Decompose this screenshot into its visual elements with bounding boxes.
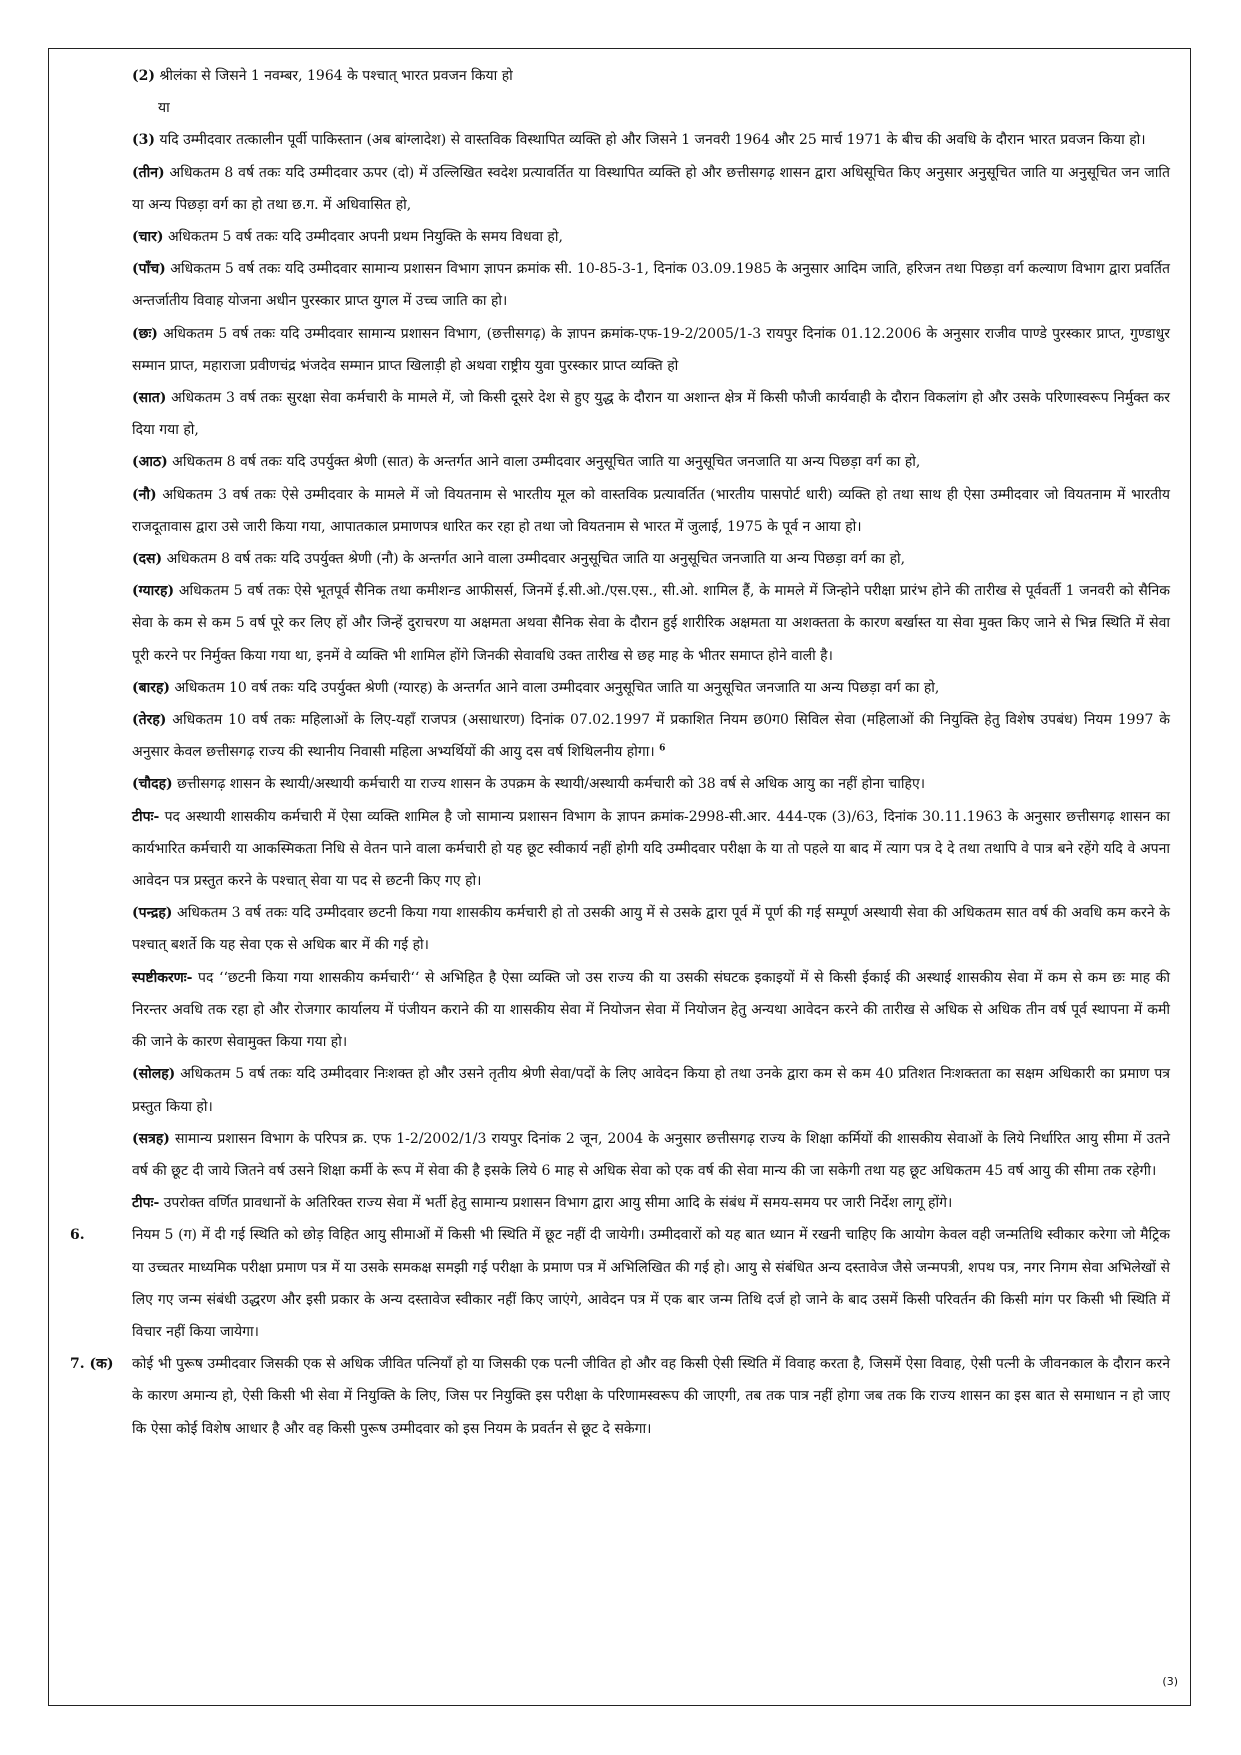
para-20: टीपः- उपरोक्त वर्णित प्रावधानों के अतिरिक्त राज्य सेवा में भर्ती हेतु सामान्य प्रशासन विभाग द्वारा आयु सीमा आदि के संबंध में समय-समय पर जारी निर्देश लागू होंगे। [132, 1195, 953, 1212]
para-15: टीपः- पद अस्थायी शासकीय कर्मचारी में ऐसा व्यक्ति शामिल है जो सामान्य प्रशासन विभाग के ज्ञापन क्रमांक-2998-सी.आर. 444-एक (3)/63, दिनांक 30.11.1963 के अनुसार छत्तीसगढ़ शासन का कार्यभारित कर्मचारी या आकस्मिकता निधि से वेतन पाने वाला कर्मचारी हो यह छूट स्वीकार्य नहीं होगी यदि उम्मीदवार परीक्षा के या तो पहले या बाद में त्याग पत्र दे दे तथा तथापि वे पात्र बने रहेंगे यदि वे अपना आवेदन पत्र प्रस्तुत करने के पश्चात् सेवा या पद से छटनी किए गए हो। [132, 808, 1170, 890]
para-17: स्पष्टीकरणः- पद ‘‘छटनी किया गया शासकीय कर्मचारी‘‘ से अभिहित है ऐसा व्यक्ति जो उस राज्य की या उसकी संघटक इकाइयों में से किसी ईकाई की अस्थाई शासकीय सेवा में कम से कम छः माह की निरन्तर अवधि तक रहा हो और रोजगार कार्यालय में पंजीयन कराने की या शासकीय सेवा में नियोजन सेवा में नियोजन हेतु अन्यथा आवेदन करने की तारीख से अधिक से अधिक तीन वर्ष पूर्व स्थापना में कमी की जाने के कारण सेवामुक्त किया गया हो। [132, 969, 1170, 1051]
page-number: (3) [1162, 1675, 1178, 1688]
para-22: 7. (क) कोई भी पुरूष उम्मीदवार जिसकी एक से अधिक जीवित पत्नियाँ हो या जिसकी एक पत्नी जीवित हो और वह किसी ऐसी स्थिति में विवाह करता है, जिसमें ऐसा विवाह, ऐसी पत्नी के जीवनकाल के दौरान करने के कारण अमान्य हो, ऐसी किसी भी सेवा में नियुक्ति के लिए, जिस पर नियुक्ति इस परीक्षा के परिणामस्वरूप की जाएगी, तब तक पात्र नहीं होगा जब तक कि राज्य शासन का इस बात से समाधान न हो जाए कि ऐसा कोई विशेष आधार है और वह किसी पुरूष उम्मीदवार को इस नियम के प्रवर्तन से छूट दे सकेगा। [70, 1348, 1170, 1445]
para-0: (2) श्रीलंका से जिसने 1 नवम्बर, 1964 के पश्चात् भारत प्रवजन किया हो [132, 68, 513, 84]
para-21: 6. नियम 5 (ग) में दी गई स्थिति को छोड़ विहित आयु सीमाओं में किसी भी स्थिति में छूट नहीं दी जायेगी। उम्मीदवारों को यह बात ध्यान में रखनी चाहिए कि आयोग केवल वही जन्मतिथि स्वीकार करेगा जो मैट्रिक या उच्चतर माध्यमिक परीक्षा प्रमाण पत्र में या उसके समकक्ष समझी गई परीक्षा के प्रमाण पत्र में अभिलिखित की गई हो। आयु से संबंधित अन्य दस्तावेज जैसे जन्मपत्री, शपथ पत्र, नगर निगम सेवा अभिलेखों से लिए गए जन्म संबंधी उद्धरण और इसी प्रकार के अन्य दस्तावेज स्वीकार नहीं किए जाएंगे, आवेदन पत्र में एक बार जन्म तिथि दर्ज हो जाने के बाद उसमें किसी परिवर्तन की किसी मांग पर किसी भी स्थिति में विचार नहीं किया जायेगा। [70, 1219, 1170, 1348]
para-12: (बारह) अधिकतम 10 वर्ष तकः यदि उपर्युक्त श्रेणी (ग्यारह) के अन्तर्गत आने वाला उम्मीदवार अनुसूचित जाति या अनुसूचित जनजाति या अन्य पिछड़ा वर्ग का हो, [132, 679, 940, 696]
para-19: (सत्रह) सामान्य प्रशासन विभाग के परिपत्र क्र. एफ 1-2/2002/1/3 रायपुर दिनांक 2 जून, 2004 के अनुसार छत्तीसगढ़ राज्य के शिक्षा कर्मियों की शासकीय सेवाओं के लिये निर्धारित आयु सीमा में उतने वर्ष की छूट दी जाये जितने वर्ष उसने शिक्षा कर्मी के रूप में सेवा की है इसके लिये 6 माह से अधिक सेवा को एक वर्ष की सेवा मान्य की जा सकेगी तथा यह छूट अधिकतम 45 वर्ष आयु की सीमा तक रहेगी। [132, 1130, 1170, 1179]
section-number: 7. (क) [70, 1356, 114, 1373]
para-18: (सोलह) अधिकतम 5 वर्ष तकः यदि उम्मीदवार निःशक्त हो और उसने तृतीय श्रेणी सेवा/पदों के लिए आवेदन किया हो तथा उनके द्वारा कम से कम 40 प्रतिशत निःशक्तता का सक्षम अधिकारी का प्रमाण पत्र प्रस्तुत किया हो। [132, 1066, 1170, 1115]
para-8: (आठ) अधिकतम 8 वर्ष तकः यदि उपर्युक्त श्रेणी (सात) के अन्तर्गत आने वाला उम्मीदवार अनुसूचित जाति या अनुसूचित जनजाति या अन्य पिछड़ा वर्ग का हो, [132, 454, 921, 471]
para-5: (पाँच) अधिकतम 5 वर्ष तकः यदि उम्मीदवार सामान्य प्रशासन विभाग ज्ञापन क्रमांक सी. 10-85-3-1, दिनांक 03.09.1985 के अनुसार आदिम जाति, हरिजन तथा पिछड़ा वर्ग कल्याण विभाग द्वारा प्रवर्तित अन्तर्जातीय विवाह योजना अधीन पुरस्कार प्राप्त युगल में उच्च जाति का हो। [132, 261, 1170, 310]
footnote-ref: 6 [659, 743, 666, 754]
document-body [70, 60, 1170, 1445]
para-3: (तीन) अधिकतम 8 वर्ष तकः यदि उम्मीदवार ऊपर (दो) में उल्लिखित स्वदेश प्रत्यावर्तित या विस्थापित व्यक्ति हो और छत्तीसगढ़ शासन द्वारा अधिसूचित किए अनुसार अनुसूचित जाति या अनुसूचित जन जाति या अन्य पिछड़ा वर्ग का हो तथा छ.ग. में अधिवासित हो, [132, 164, 1170, 213]
para-6: (छः) अधिकतम 5 वर्ष तकः यदि उम्मीदवार सामान्य प्रशासन विभाग, (छत्तीसगढ़) के ज्ञापन क्रमांक-एफ-19-2/2005/1-3 रायपुर दिनांक 01.12.2006 के अनुसार राजीव पाण्डे पुरस्कार प्राप्त, गुण्डाधुर सम्मान प्राप्त, महाराजा प्रवीणचंद्र भंजदेव सम्मान प्राप्त खिलाड़ी हो अथवा राष्ट्रीय युवा पुरस्कार प्राप्त व्यक्ति हो [132, 325, 1170, 374]
para-4: (चार) अधिकतम 5 वर्ष तकः यदि उम्मीदवार अपनी प्रथम नियुक्ति के समय विधवा हो, [132, 229, 563, 246]
para-11: (ग्यारह) अधिकतम 5 वर्ष तकः ऐसे भूतपूर्व सैनिक तथा कमीशन्ड आफीसर्स, जिनमें ई.सी.ओ./एस.एस., सी.ओ. शामिल हैं, के मामले में जिन्होने परीक्षा प्रारंभ होने की तारीख से पूर्ववर्ती 1 जनवरी को सैनिक सेवा के कम से कम 5 वर्ष पूरे कर लिए हों और जिन्हें दुराचरण या अक्षमता अथवा सैनिक सेवा के दौरान हुई शारीरिक अक्षमता या अशक्तता के कारण बर्खास्त या सेवा मुक्त किए जाने से भिन्न स्थिति में सेवा पूरी करने पर निर्मुक्त किया गया था, इनमें वे व्यक्ति भी शामिल होंगे जिनकी सेवावधि उक्त तारीख से छह माह के भीतर समाप्त होने वाली है। [132, 583, 1171, 664]
para-10: (दस) अधिकतम 8 वर्ष तकः यदि उपर्युक्त श्रेणी (नौ) के अन्तर्गत आने वाला उम्मीदवार अनुसूचित जाति या अनुसूचित जनजाति या अन्य पिछड़ा वर्ग का हो, [132, 551, 906, 568]
section-number: 6. [70, 1227, 85, 1244]
para-16: (पन्द्रह) अधिकतम 3 वर्ष तकः यदि उम्मीदवार छटनी किया गया शासकीय कर्मचारी हो तो उसकी आयु में से उसके द्वारा पूर्व में पूर्ण की गई सम्पूर्ण अस्थायी सेवा की अधिकतम सात वर्ष की अवधि कम करने के पश्चात् बशर्ते कि यह सेवा एक से अधिक बार में की गई हो। [132, 905, 1170, 954]
para-9: (नौ) अधिकतम 3 वर्ष तकः ऐसे उम्मीदवार के मामले में जो वियतनाम से भारतीय मूल को वास्तविक प्रत्यावर्तित (भारतीय पासपोर्ट धारी) व्यक्ति हो तथा साथ ही ऐसा उम्मीदवार जो वियतनाम में भारतीय राजदूतावास द्वारा उसे जारी किया गया, आपातकाल प्रमाणपत्र धारित कर रहा हो तथा जो वियतनाम से भारत में जुलाई, 1975 के पूर्व न आया हो। [132, 486, 1171, 535]
para-2: (3) यदि उम्मीदवार तत्कालीन पूर्वी पाकिस्तान (अब बांग्लादेश) से वास्तविक विस्थापित व्यक्ति हो और जिसने 1 जनवरी 1964 और 25 मार्च 1971 के बीच की अवधि के दौरान भारत प्रवजन किया हो। [132, 132, 1146, 149]
para-1: या [158, 100, 170, 117]
para-13: (तेरह) अधिकतम 10 वर्ष तकः महिलाओं के लिए-यहाँ राजपत्र (असाधारण) दिनांक 07.02.1997 में प्रकाशित नियम छ0ग0 सिविल सेवा (महिलाओं की नियुक्ति हेतु विशेष उपबंध) नियम 1997 के अनुसार केवल छत्तीसगढ़ राज्य की स्थानीय निवासी महिला अभ्यर्थियों की आयु दस वर्ष शिथिलनीय होगा। $^6$ [132, 712, 1171, 761]
para-7: (सात) अधिकतम 3 वर्ष तकः सुरक्षा सेवा कर्मचारी के मामले में, जो किसी दूसरे देश से हुए युद्ध के दौरान या अशान्त क्षेत्र में किसी फौजी कार्यवाही के दौरान विकलांग हो और उसके परिणास्वरूप निर्मुक्त कर दिया गया हो, [132, 390, 1170, 439]
para-14: (चौदह) छत्तीसगढ़ शासन के स्थायी/अस्थायी कर्मचारी या राज्य शासन के उपक्रम के स्थायी/अस्थायी कर्मचारी को 38 वर्ष से अधिक आयु का नहीं होना चाहिए। [132, 776, 926, 793]
